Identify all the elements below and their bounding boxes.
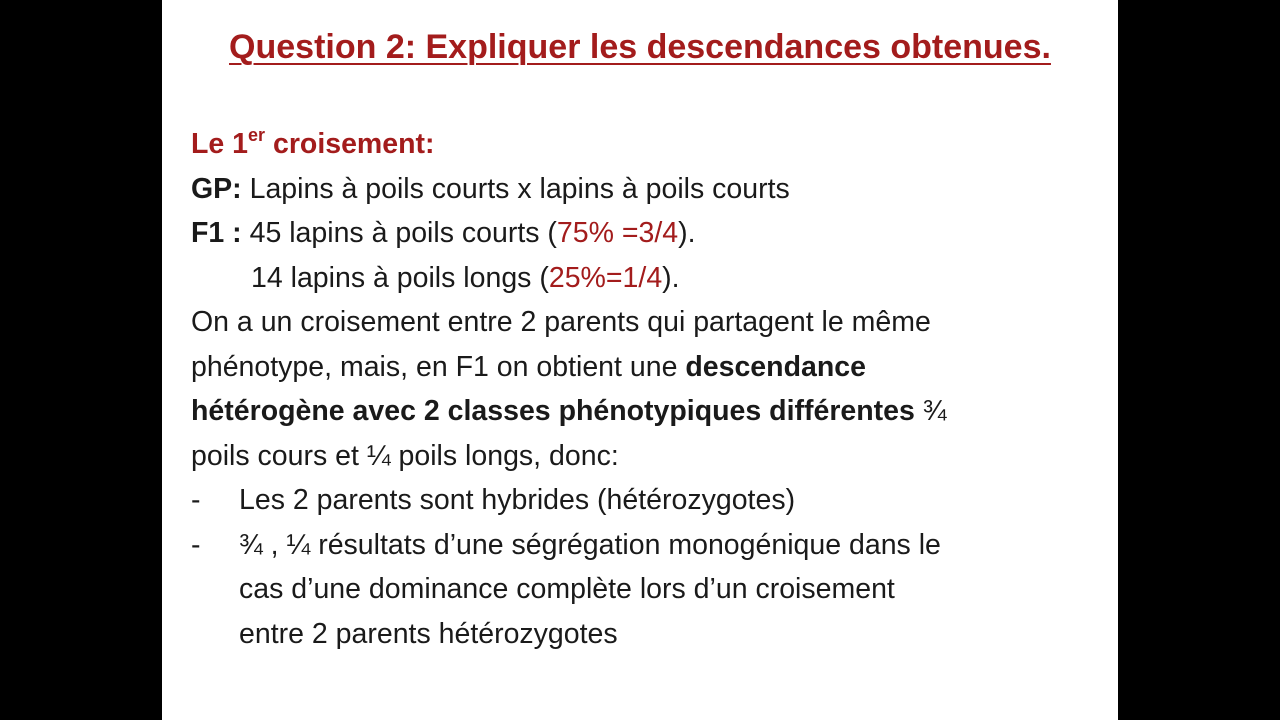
f1-line2-end: ).	[662, 261, 680, 294]
f1-line1-text: 45 lapins à poils courts (	[241, 217, 557, 249]
bullet-item-1-text: Les 2 parents sont hybrides (hétérozygotes)	[239, 484, 796, 516]
f1-line1-end: ).	[678, 217, 696, 249]
f1-line-2	[191, 256, 1101, 301]
bullet-item-2-line-3: entre 2 parents hétérozygotes	[239, 617, 618, 650]
subtitle-superscript: er	[248, 124, 266, 145]
paragraph-line-3	[191, 389, 1101, 434]
bullet-marker: -	[191, 528, 201, 561]
paragraph-line-4: poils cours et ¼ poils longs, donc:	[191, 439, 619, 472]
subtitle-suffix: croisement:	[265, 128, 435, 160]
gp-line	[191, 167, 1101, 212]
bullet-item-2	[191, 523, 1101, 568]
paragraph-line-2	[191, 345, 1101, 390]
paragraph-line2-bold: descendance	[685, 350, 866, 383]
paragraph-line3-normal: ¾	[914, 395, 947, 427]
subtitle-prefix: Le 1	[191, 128, 249, 160]
bullet-item-1	[191, 478, 1101, 523]
slide-content	[191, 122, 1101, 656]
slide	[162, 0, 1118, 720]
f1-label: F1 :	[191, 217, 242, 249]
slide-title: Question 2: Expliquer les descendances obtenues.	[229, 28, 1051, 66]
bullet-item-2-line-1: ¾ , ¼ résultats d’une ségrégation monogénique dans le	[239, 528, 941, 561]
cross-subtitle	[191, 122, 1101, 167]
gp-label: GP:	[191, 172, 242, 205]
gp-text: Lapins à poils courts x lapins à poils courts	[241, 172, 790, 205]
f1-line-1	[191, 211, 1101, 256]
bullet-marker: -	[191, 484, 201, 516]
f1-line1-ratio: 75% =3/4	[556, 217, 679, 249]
f1-line2-ratio: 25%=1/4	[548, 261, 663, 294]
f1-line2-text: 14 lapins à poils longs (	[251, 261, 549, 294]
bullet-item-2-line-2: cas d’une dominance complète lors d’un croisement	[239, 573, 895, 605]
paragraph-line3-bold: hétérogène avec 2 classes phénotypiques différentes	[191, 395, 915, 427]
paragraph-line2-normal: phénotype, mais, en F1 on obtient une	[191, 350, 686, 383]
paragraph-line-1: On a un croisement entre 2 parents qui partagent le même	[191, 306, 931, 338]
